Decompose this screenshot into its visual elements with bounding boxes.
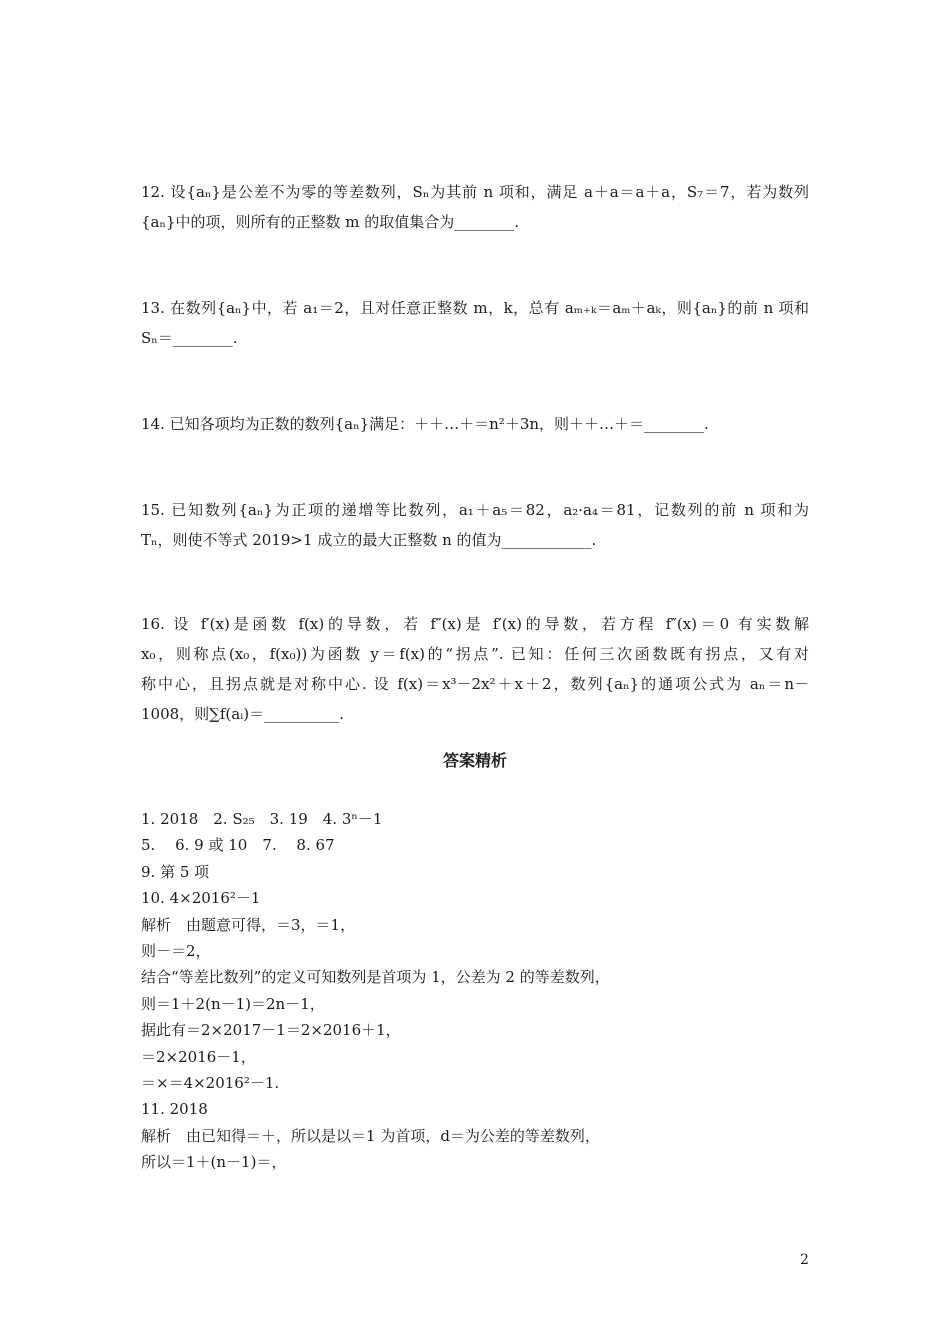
answer-line: 9. 第 5 项	[141, 862, 210, 881]
question-12	[141, 177, 809, 237]
question-15-line-1: 15. 已知数列{aₙ}为正项的递增等比数列，a₁＋a₅＝82，a₂·a₄＝81，记数列的前 n 项和为	[141, 501, 809, 519]
answer-line: 11. 2018	[141, 1100, 208, 1119]
answer-line: ＝2×2016－1，	[141, 1047, 256, 1066]
answer-line: 解析 由已知得＝＋，所以是以＝1 为首项，d＝为公差的等差数列，	[141, 1126, 600, 1145]
question-14	[141, 409, 809, 439]
answer-section	[141, 806, 809, 1175]
page-number: 2	[800, 1252, 809, 1268]
question-15	[141, 495, 809, 555]
answer-line: 据此有＝2×2017－1＝2×2016＋1，	[141, 1021, 401, 1040]
question-16-line-4: 1008，则∑f(aᵢ)＝__________.	[141, 705, 344, 723]
answer-line: 10. 4×2016²－1	[141, 889, 261, 908]
answer-line: 所以＝1＋(n－1)＝，	[141, 1153, 287, 1172]
answer-line: 解析 由题意可得，＝3，＝1，	[141, 915, 356, 934]
answer-line: 则－＝2，	[141, 941, 211, 960]
answer-line: 则＝1＋2(n－1)＝2n－1，	[141, 994, 325, 1013]
question-16-line-3: 称中心，且拐点就是对称中心. 设 f(x)＝x³－2x²＋x＋2，数列{aₙ}的通项公式为 aₙ＝n－	[141, 675, 809, 693]
answer-line: 结合“等差比数列”的定义可知数列是首项为 1，公差为 2 的等差数列，	[141, 968, 610, 987]
question-12-line-2: {aₙ}中的项，则所有的正整数 m 的取值集合为________.	[141, 213, 520, 231]
answer-line: 1. 2018 2. S₂₅ 3. 19 4. 3ⁿ－1	[141, 810, 383, 828]
answer-line: 5. 6. 9 或 10 7. 8. 67	[141, 836, 335, 855]
question-12-line-1: 12. 设{aₙ}是公差不为零的等差数列，Sₙ为其前 n 项和，满足 a＋a＝a＋a，S₇＝7，若为数列	[141, 183, 809, 201]
question-13-line-2: Sₙ＝________.	[141, 329, 238, 347]
answer-section-title: 答案精析	[442, 751, 507, 770]
question-14-line-1: 14. 已知各项均为正数的数列{aₙ}满足：＋＋…＋＝n²＋3n，则＋＋…＋＝________.	[141, 415, 709, 433]
question-13-line-1: 13. 在数列{aₙ}中，若 a₁＝2，且对任意正整数 m，k，总有 aₘ₊ₖ＝aₘ＋aₖ，则{aₙ}的前 n 项和	[141, 299, 809, 317]
question-15-line-2: Tₙ，则使不等式 2019>1 成立的最大正整数 n 的值为____________.	[141, 531, 597, 549]
question-13	[141, 293, 809, 353]
answer-line: ＝×＝4×2016²－1.	[141, 1073, 280, 1092]
question-16	[141, 609, 809, 729]
question-16-line-1: 16. 设 f′(x)是函数 f(x)的导数，若 f″(x)是 f′(x)的导数，若方程 f″(x)＝0 有实数解	[141, 615, 809, 633]
question-16-line-2: x₀，则称点(x₀，f(x₀))为函数 y＝f(x)的“拐点”. 已知：任何三次函数既有拐点，又有对	[141, 645, 809, 663]
